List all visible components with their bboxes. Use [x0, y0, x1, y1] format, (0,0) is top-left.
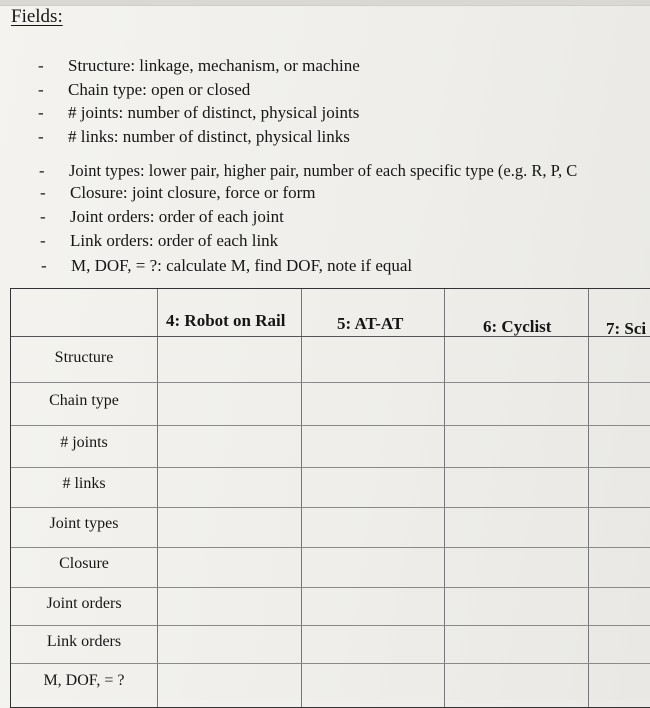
field-item: [38, 103, 360, 123]
row-label: Closure: [59, 555, 109, 572]
field-item: [41, 256, 413, 276]
field-text: Closure: joint closure, force or form: [70, 183, 316, 202]
table-column-divider: [444, 289, 445, 707]
row-label: M, DOF, = ?: [43, 672, 125, 689]
row-label: # joints: [60, 434, 108, 451]
fields-heading: Fields:: [11, 6, 63, 27]
row-label: Structure: [54, 349, 114, 366]
table-column-divider: [157, 289, 158, 707]
field-text: # links: number of distinct, physical links: [68, 127, 350, 146]
field-item: [39, 161, 578, 181]
table-row-divider: [11, 467, 650, 468]
bullet-dash: -: [39, 161, 45, 180]
column-header: 5: AT-AT: [337, 314, 404, 333]
field-text: Link orders: order of each link: [70, 231, 279, 250]
column-header: 7: Sci: [606, 319, 647, 338]
table-row-divider: [11, 507, 650, 508]
table-row-divider: [11, 547, 650, 548]
top-rule: [0, 0, 650, 6]
table-row-divider: [11, 425, 650, 426]
bullet-dash: -: [40, 231, 46, 250]
field-text: M, DOF, = ?: calculate M, find DOF, note if equal: [71, 256, 413, 275]
row-label: # links: [62, 475, 106, 492]
bullet-dash: -: [38, 56, 44, 75]
table-row-divider: [11, 336, 650, 337]
fields-table: [10, 288, 650, 708]
table-column-divider: [301, 289, 302, 707]
field-item: [38, 80, 251, 100]
column-header: 6: Cyclist: [483, 317, 552, 336]
column-header: 4: Robot on Rail: [166, 311, 286, 330]
table-row-divider: [11, 382, 650, 383]
row-label: Joint types: [49, 515, 119, 532]
field-item: [38, 56, 360, 76]
bullet-dash: -: [38, 80, 44, 99]
table-row-divider: [11, 587, 650, 588]
field-text: Chain type: open or closed: [68, 80, 251, 99]
field-item: [38, 127, 350, 147]
bullet-dash: -: [38, 103, 44, 122]
field-item: [40, 207, 284, 227]
bullet-dash: -: [41, 256, 47, 275]
table-row-divider: [11, 625, 650, 626]
field-item: [40, 231, 279, 251]
field-text: Joint orders: order of each joint: [70, 207, 284, 226]
table-row-divider: [11, 663, 650, 664]
row-label: Chain type: [49, 392, 119, 409]
field-item: [40, 183, 316, 203]
table-column-divider: [588, 289, 589, 707]
bullet-dash: -: [40, 207, 46, 226]
field-text: # joints: number of distinct, physical joints: [68, 103, 360, 122]
field-text: Structure: linkage, mechanism, or machine: [68, 56, 360, 75]
row-label: Joint orders: [46, 595, 122, 612]
bullet-dash: -: [38, 127, 44, 146]
bullet-dash: -: [40, 183, 46, 202]
row-label: Link orders: [46, 633, 122, 650]
field-text: Joint types: lower pair, higher pair, number of each specific type (e.g. R, P, C: [69, 161, 578, 180]
